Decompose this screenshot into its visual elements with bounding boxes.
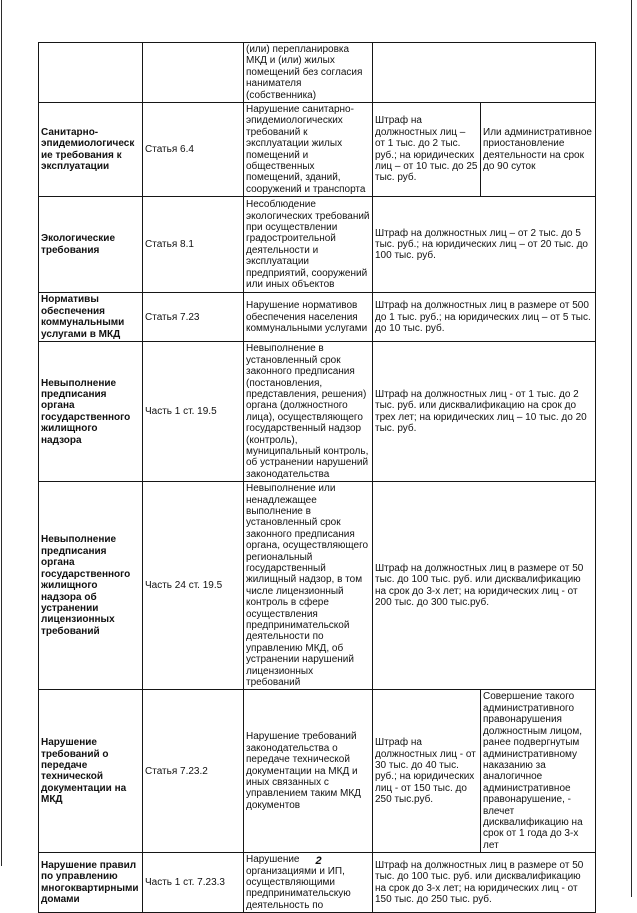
cell-violation: Невыполнение или ненадлежащее выполнение в установленный срок законного предписания органа, осуществляющего региональный государственный жилищный надзор, в том числе лицензионный контроль в сфере осуществления предпринимательской деятельности по управлению МКД, об устранении нарушений лицензионных требований <box>244 482 373 690</box>
cell-article: Часть 1 ст. 7.23.3 <box>143 853 244 913</box>
table-row <box>39 197 596 293</box>
cell-article: Часть 24 ст. 19.5 <box>143 482 244 690</box>
cell-penalty: Штраф на должностных лиц – от 2 тыс. до 5 тыс. руб.; на юридических лиц – от 20 тыс. до 100 тыс. руб. <box>373 197 596 293</box>
page-left-border <box>1 0 2 866</box>
cell-penalty: Штраф на должностных лиц в размере от 50 тыс. до 100 тыс. руб. или дисквалификацию на срок до 3-х лет; на юридических лиц - от 200 тыс. до 300 тыс.руб. <box>373 482 596 690</box>
table-row <box>39 690 596 853</box>
cell-category: Невыполнение предписания органа государственного жилищного надзора об устранении лицензионных требований <box>39 482 143 690</box>
cell-category: Экологические требования <box>39 197 143 293</box>
cell-article: Статья 6.4 <box>143 103 244 197</box>
cell-extra-penalty: Совершение такого административного правонарушения должностным лицом, ранее подвергнутым административному наказанию за аналогичное административное правонарушение, - влечет дисквалификацию на срок от 1 года до 3-х лет <box>481 690 596 853</box>
cell-penalty: Штраф на должностных лиц - от 30 тыс. до 40 тыс. руб.; на юридических лиц - от 150 тыс. до 250 тыс.руб. <box>373 690 481 853</box>
cell-category: Нарушение требований о передаче технической документации на МКД <box>39 690 143 853</box>
cell-article: Статья 7.23.2 <box>143 690 244 853</box>
cell-violation: Несоблюдение экологических требований при осуществлении градостроительной деятельности и эксплуатации предприятий, сооружений или иных объектов <box>244 197 373 293</box>
cell-article: Статья 8.1 <box>143 197 244 293</box>
cell-category <box>39 43 143 103</box>
cell-category: Нормативы обеспечения коммунальными услугами в МКД <box>39 293 143 342</box>
cell-violation: Нарушение санитарно-эпидемиологических требований к эксплуатации жилых помещений и общественных помещений, зданий, сооружений и транспорта <box>244 103 373 197</box>
table-row <box>39 103 596 197</box>
page-right-border <box>631 0 632 897</box>
cell-article: Статья 7.23 <box>143 293 244 342</box>
table-row <box>39 482 596 690</box>
cell-category: Нарушение правил по управлению многоквартирными домами <box>39 853 143 913</box>
cell-penalty: Штраф на должностных лиц в размере от 500 до 1 тыс. руб.; на юридических лиц – от 5 тыс. до 10 тыс. руб. <box>373 293 596 342</box>
cell-penalty: Штраф на должностных лиц – от 1 тыс. до 2 тыс. руб.; на юридических лиц – от 10 тыс. до 25 тыс. руб. <box>373 103 481 197</box>
cell-extra-penalty: Или административное приостановление деятельности на срок до 90 суток <box>481 103 596 197</box>
cell-violation: Нарушение организациями и ИП, осуществляющими предпринимательскую деятельность по <box>244 853 373 913</box>
cell-article <box>143 43 244 103</box>
cell-category: Невыполнение предписания органа государственного жилищного надзора <box>39 342 143 482</box>
cell-article: Часть 1 ст. 19.5 <box>143 342 244 482</box>
cell-violation: Нарушение требований законодательства о передаче технической документации на МКД и иных связанных с управлением таким МКД документов <box>244 690 373 853</box>
cell-violation: (или) перепланировка МКД и (или) жилых помещений без согласия нанимателя (собственника) <box>244 43 373 103</box>
table-row <box>39 293 596 342</box>
cell-violation: Невыполнение в установленный срок законного предписания (постановления, представления, решения) органа (должностного лица), осуществляющего государственный надзор (контроль), муниципальный контроль, об устранении нарушений законодательства <box>244 342 373 482</box>
table-row <box>39 43 596 103</box>
cell-violation: Нарушение нормативов обеспечения населения коммунальными услугами <box>244 293 373 342</box>
cell-penalty: Штраф на должностных лиц в размере от 50 тыс. до 100 тыс. руб. или дисквалификацию на срок до 3-х лет; на юридических лиц - от 150 тыс. до 250 тыс. руб. <box>373 853 596 913</box>
violations-table <box>38 42 596 913</box>
cell-penalty <box>373 43 596 103</box>
cell-penalty: Штраф на должностных лиц - от 1 тыс. до 2 тыс. руб. или дисквалификацию на срок до трех лет; на юридических лиц – 10 тыс. до 20 тыс. руб. <box>373 342 596 482</box>
table-row <box>39 342 596 482</box>
page-number: 2 <box>315 855 322 867</box>
cell-category: Санитарно-эпидемиологические требования к эксплуатации <box>39 103 143 197</box>
